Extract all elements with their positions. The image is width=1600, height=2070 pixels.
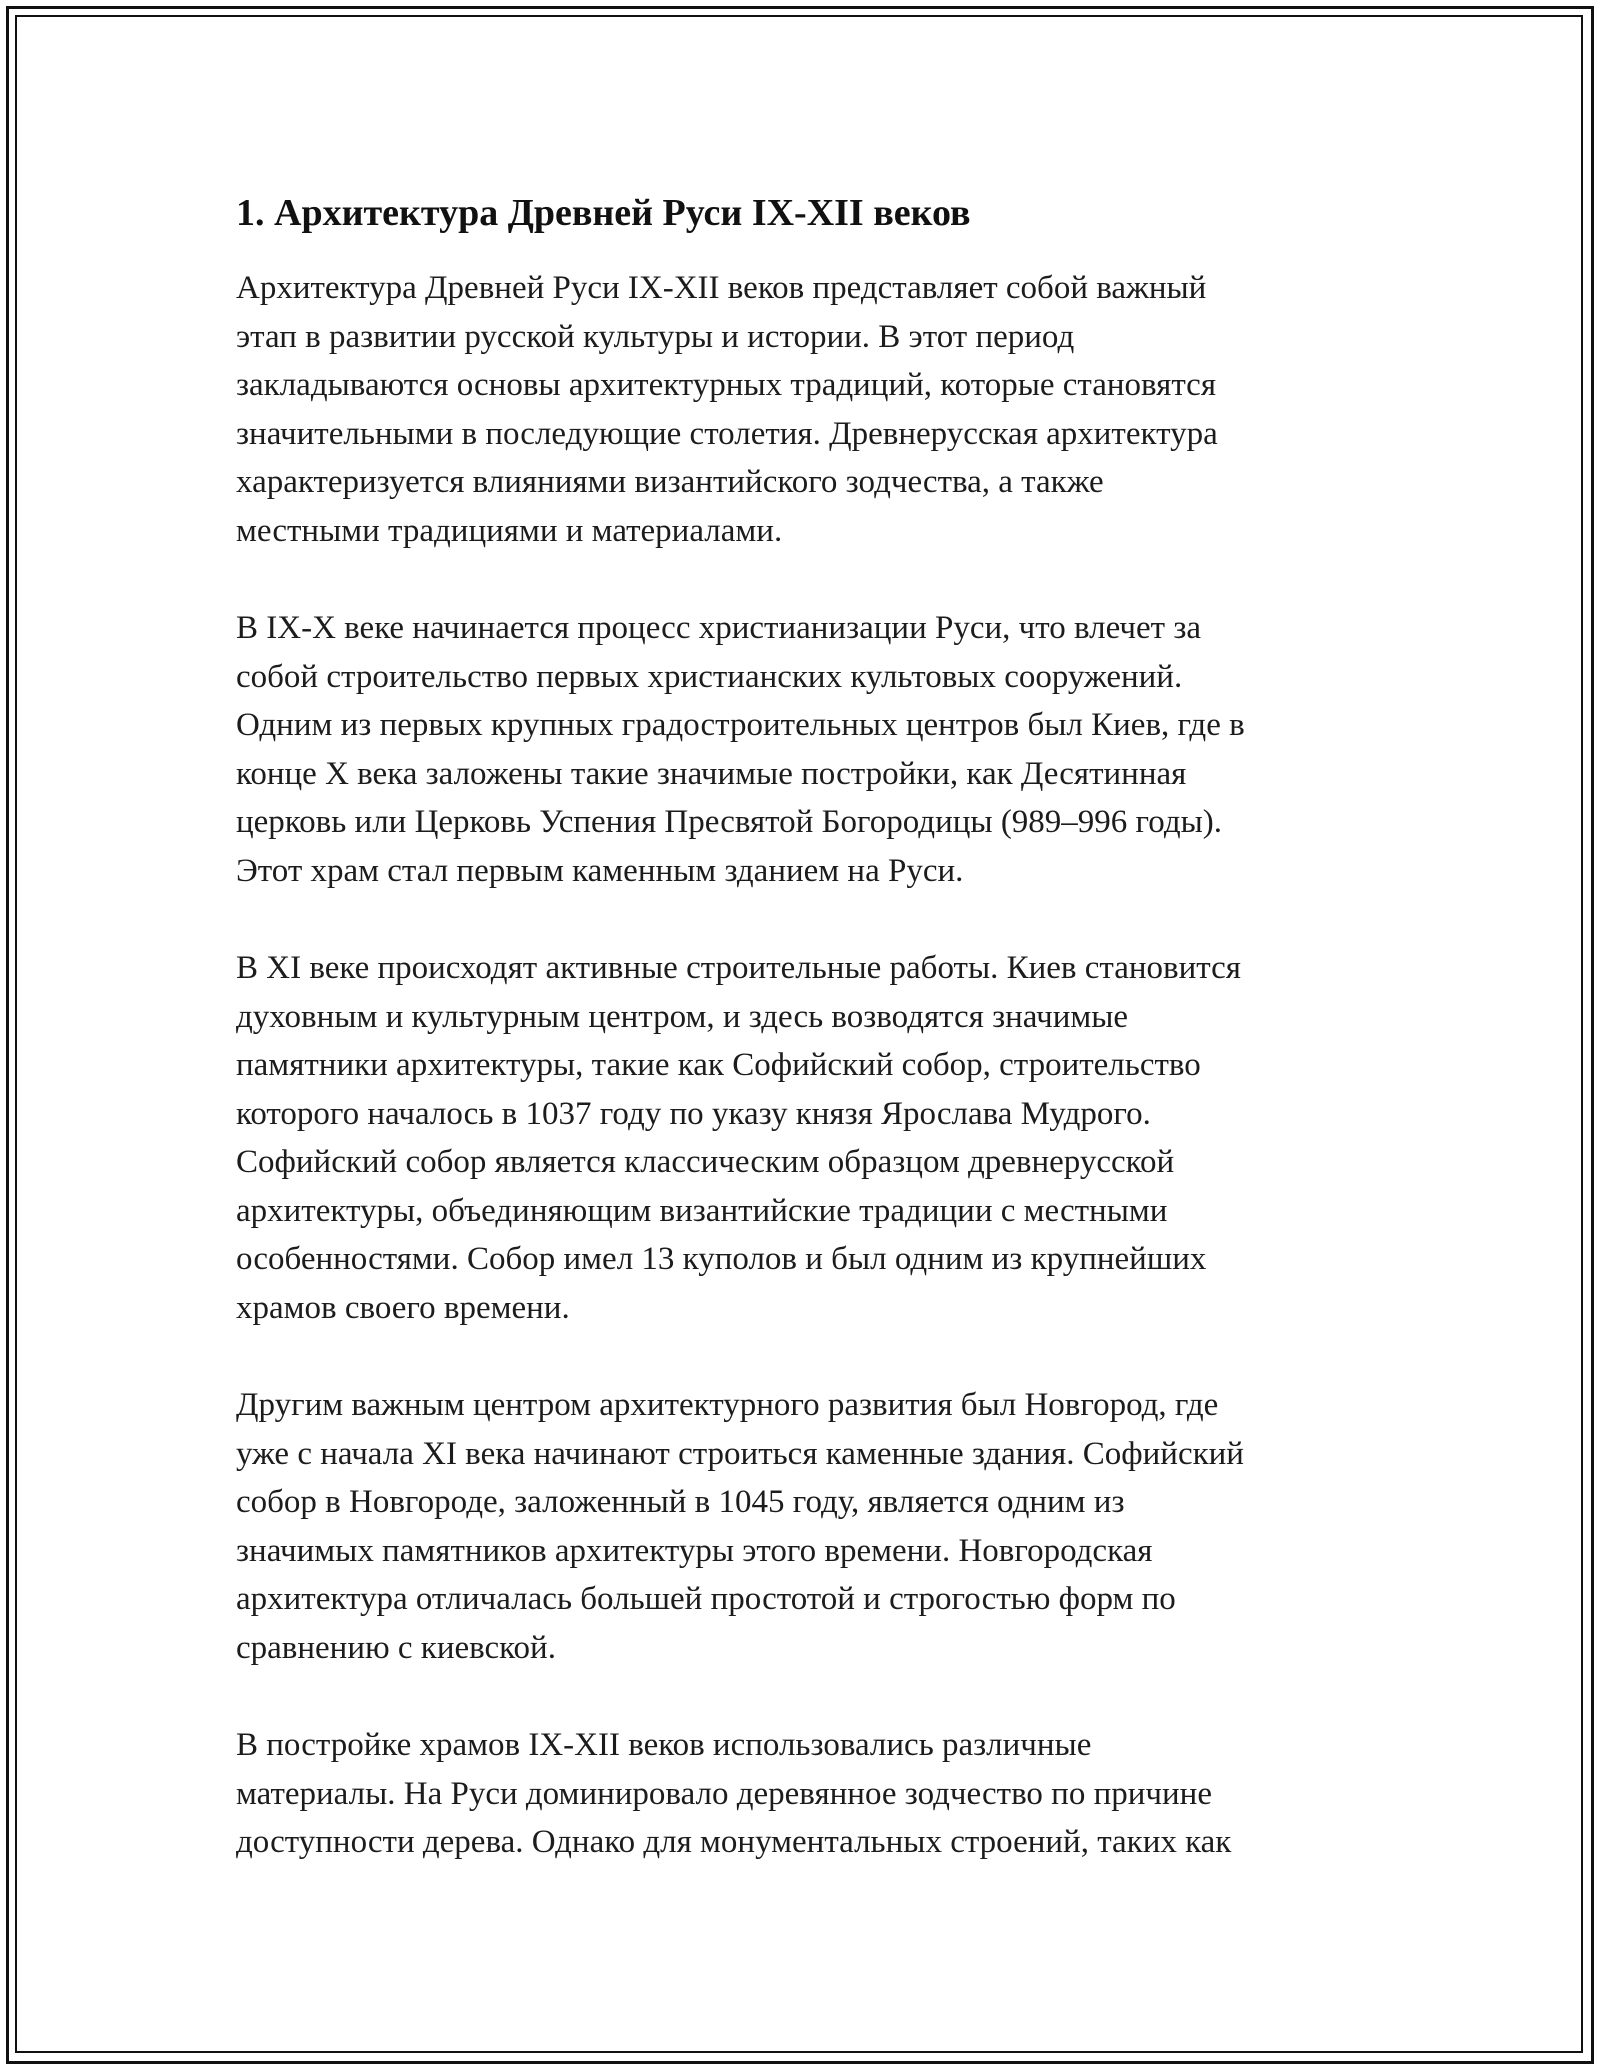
text-line: В XI веке происходят активные строительные работы. Киев становится [236, 950, 1241, 986]
text-line: Софийский собор является классическим образцом древнерусской [236, 1144, 1175, 1180]
text-line: духовным и культурным центром, и здесь возводятся значимые [236, 998, 1129, 1035]
paragraph-1 [236, 264, 1376, 555]
text-line: уже с начала XI века начинают строиться каменные здания. Софийский [236, 1435, 1244, 1472]
text-line: архитектуры, объединяющим византийские традиции с местными [236, 1192, 1168, 1229]
text-line: доступности дерева. Однако для монументальных строений, таких как [236, 1824, 1232, 1860]
text-line: характеризуется влияниями византийского зодчества, а также [236, 464, 1104, 500]
text-line: Архитектура Древней Руси IX-XII веков представляет собой важный [236, 270, 1207, 306]
paragraph-5 [236, 1721, 1376, 1867]
paragraph-4 [236, 1381, 1376, 1672]
text-line: закладываются основы архитектурных традиций, которые становятся [236, 367, 1217, 403]
section-heading: 1. Архитектура Древней Руси IX-XII веков [236, 192, 971, 234]
document-body [236, 182, 1376, 1916]
text-line: Одним из первых крупных градостроительных центров был Киев, где в [236, 707, 1245, 743]
text-line: конце X века заложены такие значимые постройки, как Десятинная [236, 755, 1187, 792]
text-line: собор в Новгороде, заложенный в 1045 году, является одним из [236, 1484, 1125, 1520]
text-line: местными традициями и материалами. [236, 512, 783, 549]
text-line: сравнению с киевской. [236, 1629, 556, 1666]
text-line: церковь или Церковь Успения Пресвятой Богородицы (989–996 годы). [236, 804, 1223, 840]
text-line: значимых памятников архитектуры этого времени. Новгородская [236, 1532, 1153, 1569]
text-line: Другим важным центром архитектурного развития был Новгород, где [236, 1387, 1219, 1423]
text-line: особенностями. Собор имел 13 куполов и был одним из крупнейших [236, 1241, 1207, 1277]
text-line: В IX-X веке начинается процесс христианизации Руси, что влечет за [236, 610, 1202, 646]
text-line: этап в развитии русской культуры и истории. В этот период [236, 318, 1075, 355]
text-line: значительными в последующие столетия. Древнерусская архитектура [236, 415, 1218, 452]
text-line: храмов своего времени. [236, 1289, 570, 1326]
text-line: Этот храм стал первым каменным зданием на Руси. [236, 852, 964, 889]
text-line: которого началось в 1037 году по указу князя Ярослава Мудрого. [236, 1095, 1151, 1132]
text-line: собой строительство первых христианских культовых сооружений. [236, 658, 1183, 695]
text-line: материалы. На Руси доминировало деревянное зодчество по причине [236, 1775, 1212, 1812]
text-line: архитектура отличалась большей простотой и строгостью форм по [236, 1581, 1176, 1617]
paragraph-2 [236, 604, 1376, 895]
paragraph-3 [236, 944, 1376, 1332]
text-line: В постройке храмов IX-XII веков использовались различные [236, 1727, 1092, 1763]
text-line: памятники архитектуры, такие как Софийский собор, строительство [236, 1047, 1201, 1083]
